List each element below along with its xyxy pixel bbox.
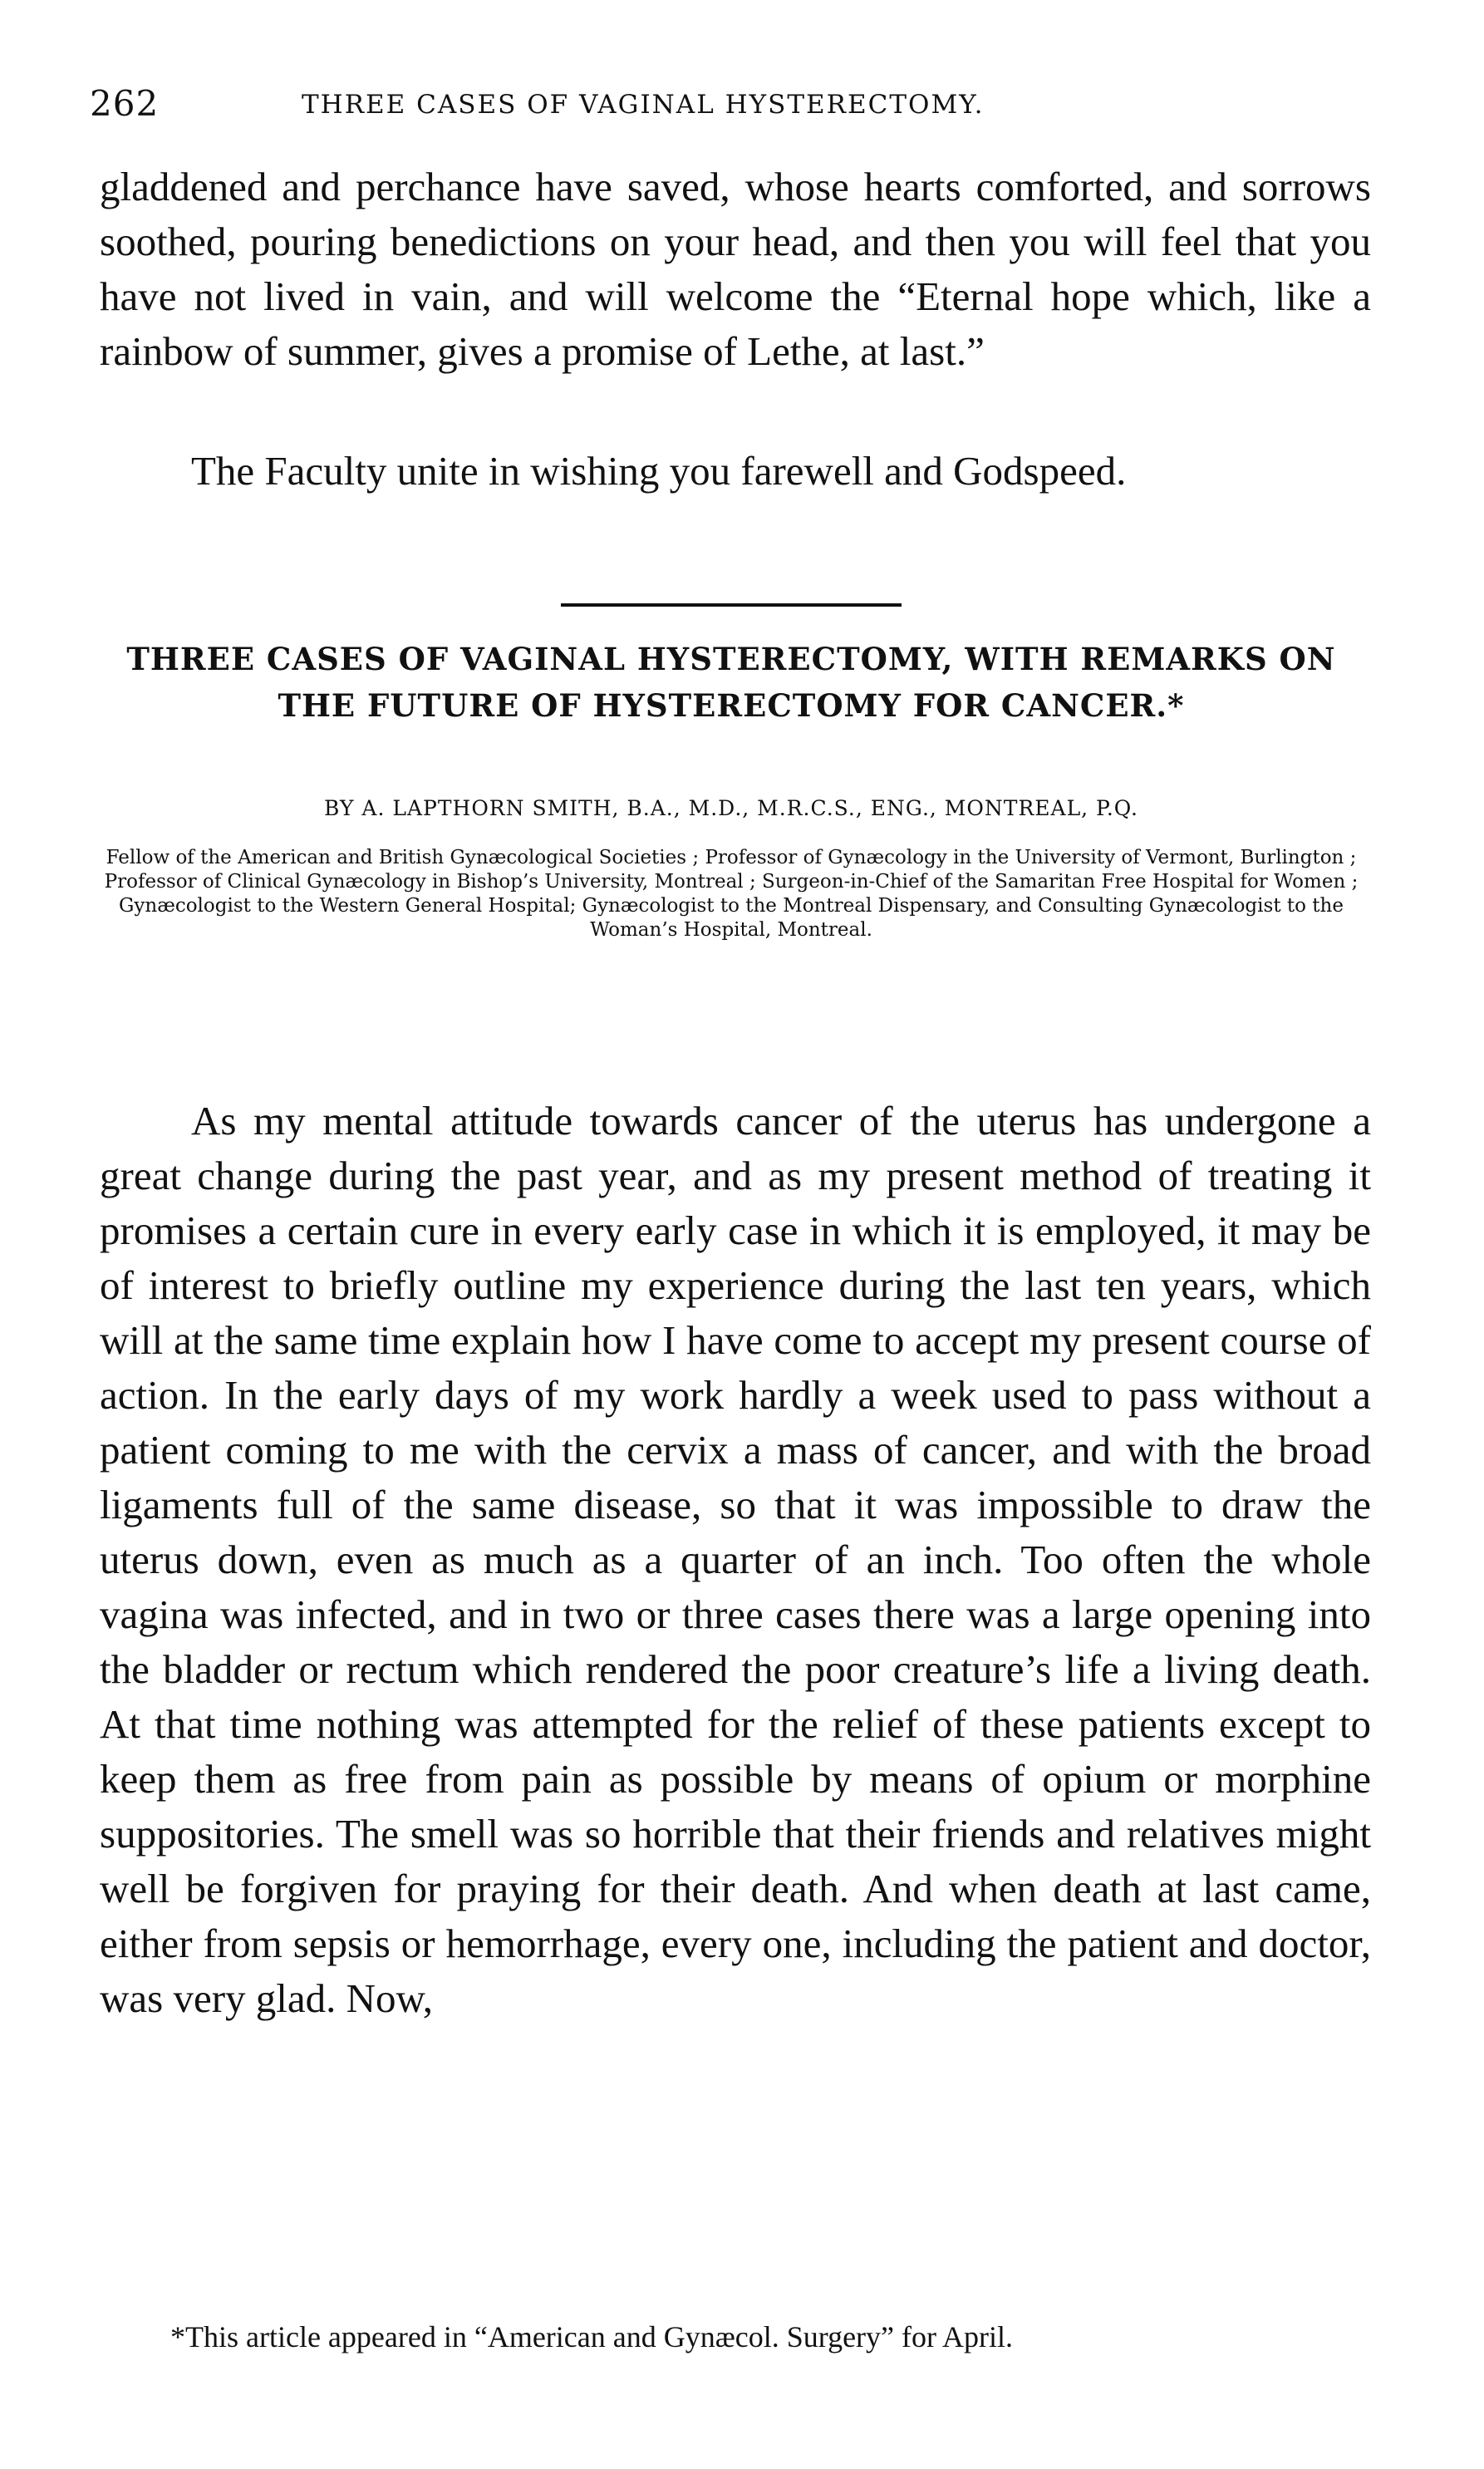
- closing-paragraph-text: gladdened and perchance have saved, whose hearts comforted, and sorrows soothed, pouring benedictions on your head, and then you will feel that you have not lived in vain, and will welcome the “Eternal hope which, like a rainbow of summer, gives a promise of Lethe, at last.”: [100, 164, 1371, 374]
- article-body: [100, 1094, 1371, 2026]
- author-affiliations: Fellow of the American and British Gynæcological Societies ; Professor of Gynæcology in the University of Vermont, Burlington ; Professor of Clinical Gynæcology in Bishop’s University, Montreal ; Surgeon-in-Chief of the Samaritan Free Hospital for Women ; Gynæcologist to the Western General Hospital; Gynæcologist to the Montreal Dispensary, and Consulting Gynæcologist to the Woman’s Hospital, Montreal.: [104, 847, 1359, 941]
- previous-article-closing-paragraph: [100, 160, 1371, 379]
- author-byline: BY A. LAPTHORN SMITH, B.A., M.D., M.R.C.S., ENG., MONTREAL, P.Q.: [324, 796, 1138, 820]
- footnote: *This article appeared in “American and Gynæcol. Surgery” for April.: [170, 2320, 1013, 2353]
- page-number: 262: [90, 83, 160, 124]
- farewell-text: The Faculty unite in wishing you farewell and Godspeed.: [191, 448, 1127, 494]
- previous-article-farewell: [100, 444, 1371, 499]
- body-paragraph: As my mental attitude towards cancer of the uterus has undergone a great change during the past year, and as my present method of treating it promises a certain cure in every early case in which it is employed, it may be of interest to briefly outline my experience during the last ten years, which will at the same time explain how I have come to accept my present course of action. In the early days of my work hardly a week used to pass without a patient coming to me with the cervix a mass of cancer, and with the broad ligaments full of the same disease, so that it was impossible to draw the uterus down, even as much as a quarter of an inch. Too often the whole vagina was infected, and in two or three cases there was a large opening into the bladder or rectum which rendered the poor creature’s life a living death. At that time nothing was attempted for the relief of these patients except to keep them as free from pain as possible by means of opium or morphine suppositories. The smell was so horrible that their friends and relatives might well be forgiven for praying for their death. And when death at last came, either from sepsis or hemorrhage, every one, including the patient and doctor, was very glad. Now,: [100, 1098, 1371, 2021]
- article-title: THREE CASES OF VAGINAL HYSTERECTOMY, WITH REMARKS ON THE FUTURE OF HYSTERECTOMY FOR CANCER.*: [126, 641, 1336, 724]
- running-title: THREE CASES OF VAGINAL HYSTERECTOMY.: [302, 90, 985, 120]
- section-divider: [561, 603, 902, 607]
- running-header: [90, 83, 1178, 125]
